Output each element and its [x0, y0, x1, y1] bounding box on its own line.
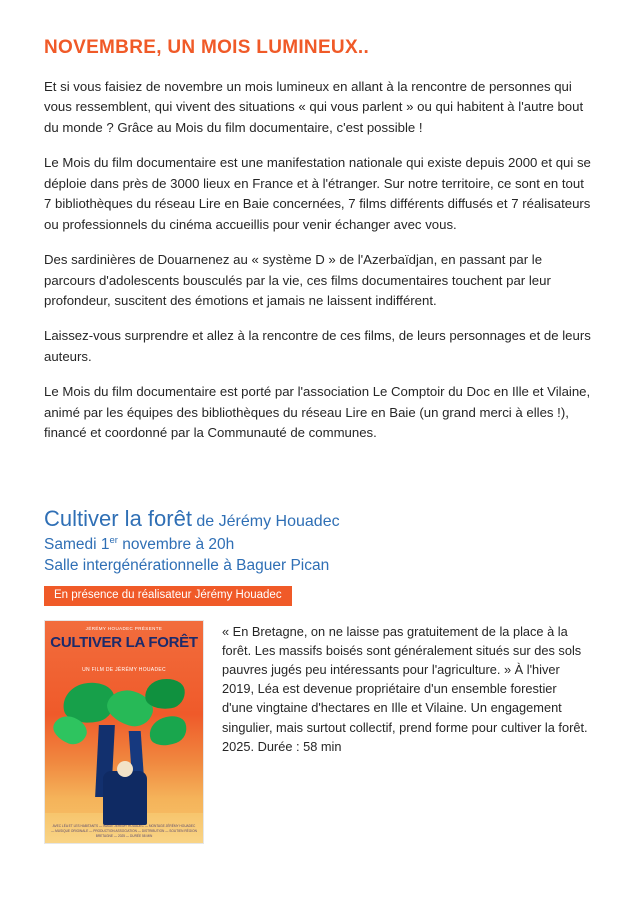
- film-synopsis: [222, 620, 591, 756]
- intro-paragraph: Le Mois du film documentaire est porté par l'association Le Comptoir du Doc en Ille et Vilaine, animé par les équipes des bibliothèques du réseau Lire en Baie (un grand merci à elles !), financé et coordonné par la Communauté de communes.: [44, 384, 591, 441]
- intro-paragraph: Laissez-vous surprendre et allez à la rencontre de ces films, de leurs personnages et de leurs auteurs.: [44, 328, 591, 364]
- intro-section: [44, 77, 591, 444]
- film-date-suffix: novembre à 20h: [117, 536, 235, 554]
- film-entry: [44, 506, 591, 844]
- synopsis-text: « En Bretagne, on ne laisse pas gratuitement de la place à la forêt. Les massifs boisés sont généralement situés sur des sols pauvres jugés peu intéressants pour l'agriculture. » À l'hiver 2019, Léa est devenue propriétaire d'un ensemble forestier d'une vingtaine d'hectares en Ille et Vilaine. Un engagement singulier, mais surtout collectif, prend forme pour cultiver la forêt.: [222, 623, 588, 735]
- poster-top-line: JÉRÉMY HOUADEC PRÉSENTE: [85, 625, 163, 631]
- film-title: Cultiver la forêt: [44, 505, 192, 531]
- film-venue: Salle intergénérationnelle à Baguer Pican: [44, 557, 330, 575]
- intro-paragraph: Et si vous faisiez de novembre un mois lumineux en allant à la rencontre de personnes qui vous ressemblent, qui vivent des situations « qui vous parlent » ou qui habitent à l'autre bout du monde ? Grâce au Mois du film documentaire, c'est possible !: [44, 78, 584, 135]
- poster-subtitle: UN FILM DE JÉRÉMY HOUADEC: [82, 666, 166, 673]
- page-title: NOVEMBRE, UN MOIS LUMINEUX..: [44, 37, 370, 58]
- poster-title: CULTIVER LA FORÊT: [50, 633, 198, 651]
- poster-figure-icon: [103, 771, 147, 825]
- film-date-ordinal: er: [109, 535, 118, 547]
- poster-foliage-icon: [145, 711, 190, 750]
- intro-paragraph: Des sardinières de Douarnenez au « système D » de l'Azerbaïdjan, en passant par le parcours d'adolescents bousculés par la vie, ces films documentaires touchent par leur profondeur, suscitent des émotions et jamais ne laissent indifférent.: [44, 252, 551, 308]
- film-poster: [44, 620, 204, 844]
- film-heading: [44, 506, 591, 531]
- film-body: [44, 620, 591, 844]
- intro-paragraph: Le Mois du film documentaire est une manifestation nationale qui existe depuis 2000 et qui se déploie dans près de 3000 lieux en France et à l'étranger. Sur notre territoire, ce sont en tout 7 bibliothèques du réseau Lire en Baie concernées, 7 films différents diffusés et 7 réalisateurs ou professionnels du cinéma accueillis pour venir échanger avec vous.: [44, 155, 591, 232]
- poster-credits: AVEC LÉA ET LES HABITANTS — IMAGE JÉRÉMY HOUADEC — MONTAGE JÉRÉMY HOUADEC — MUSIQUE ORIGINALE — PRODUCTION ASSOCIATION — DISTRIBUTION — SOUTIEN RÉGION BRETAGNE — 2025 — DURÉE 58 MIN: [51, 824, 197, 838]
- film-author: de Jérémy Houadec: [191, 512, 340, 530]
- film-date-prefix: Samedi 1: [44, 536, 110, 554]
- poster-figure-head-icon: [117, 761, 133, 777]
- film-meta: 2025. Durée : 58 min: [222, 738, 342, 754]
- film-date: [44, 535, 591, 556]
- status-badge: En présence du réalisateur Jérémy Houadec: [44, 586, 292, 606]
